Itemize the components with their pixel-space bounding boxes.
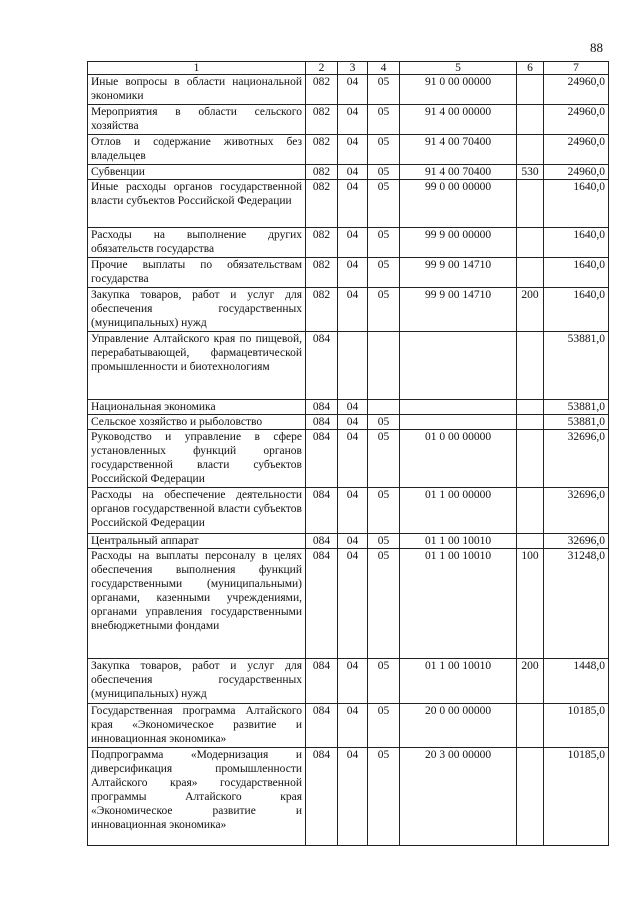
- row-ministry-code: 084: [306, 488, 338, 534]
- row-section-code: 04: [338, 228, 368, 258]
- header-cell: 3: [338, 62, 368, 75]
- row-subsection-code: 05: [368, 165, 400, 180]
- row-ministry-code: 082: [306, 135, 338, 165]
- row-target-code: 01 1 00 10010: [400, 659, 517, 704]
- row-expense-type: [517, 105, 544, 135]
- page-number: 88: [590, 40, 603, 55]
- row-expense-type: 200: [517, 288, 544, 332]
- row-amount: 10185,0: [544, 704, 609, 748]
- row-section-code: 04: [338, 105, 368, 135]
- row-expense-type: [517, 748, 544, 846]
- row-expense-type: [517, 534, 544, 549]
- row-name: Центральный аппарат: [88, 534, 306, 549]
- row-target-code: [400, 332, 517, 400]
- row-subsection-code: 05: [368, 534, 400, 549]
- row-expense-type: [517, 75, 544, 105]
- row-expense-type: [517, 704, 544, 748]
- row-ministry-code: 082: [306, 258, 338, 288]
- row-section-code: 04: [338, 659, 368, 704]
- header-cell: 5: [400, 62, 517, 75]
- header-cell: 2: [306, 62, 338, 75]
- row-amount: 32696,0: [544, 488, 609, 534]
- row-name: Закупка товаров, работ и услуг для обеспечения государственных (муниципальных) нужд: [88, 659, 306, 704]
- row-ministry-code: 082: [306, 75, 338, 105]
- row-expense-type: 200: [517, 659, 544, 704]
- table-row: [88, 135, 609, 165]
- row-name: Закупка товаров, работ и услуг для обеспечения государственных (муниципальных) нужд: [88, 288, 306, 332]
- row-ministry-code: 084: [306, 332, 338, 400]
- row-amount: 31248,0: [544, 549, 609, 659]
- row-expense-type: 100: [517, 549, 544, 659]
- row-expense-type: [517, 400, 544, 415]
- row-name: Субвенции: [88, 165, 306, 180]
- table-row: [88, 704, 609, 748]
- row-subsection-code: 05: [368, 704, 400, 748]
- row-name: Иные вопросы в области национальной экономики: [88, 75, 306, 105]
- row-section-code: 04: [338, 400, 368, 415]
- table-row: [88, 400, 609, 415]
- row-ministry-code: 082: [306, 288, 338, 332]
- table-row: [88, 430, 609, 488]
- row-ministry-code: 084: [306, 534, 338, 549]
- row-ministry-code: 084: [306, 704, 338, 748]
- header-row: [88, 62, 609, 75]
- row-amount: 10185,0: [544, 748, 609, 846]
- row-amount: 53881,0: [544, 415, 609, 430]
- row-amount: 24960,0: [544, 165, 609, 180]
- row-subsection-code: 05: [368, 105, 400, 135]
- row-amount: 53881,0: [544, 400, 609, 415]
- row-target-code: [400, 400, 517, 415]
- header-cell: 7: [544, 62, 609, 75]
- row-expense-type: [517, 430, 544, 488]
- row-expense-type: [517, 332, 544, 400]
- row-amount: 1640,0: [544, 258, 609, 288]
- row-name: Отлов и содержание животных без владельцев: [88, 135, 306, 165]
- table-row: [88, 488, 609, 534]
- row-name: Мероприятия в области сельского хозяйства: [88, 105, 306, 135]
- row-ministry-code: 084: [306, 748, 338, 846]
- table-row: [88, 258, 609, 288]
- row-target-code: 01 0 00 00000: [400, 430, 517, 488]
- row-subsection-code: 05: [368, 748, 400, 846]
- row-ministry-code: 084: [306, 549, 338, 659]
- row-name: Расходы на выплаты персоналу в целях обеспечения выполнения функций государственными (муниципальными) органами, казенными учреждениями, органами управления государственными внебюджетными фондами: [88, 549, 306, 659]
- row-expense-type: [517, 135, 544, 165]
- row-expense-type: [517, 415, 544, 430]
- row-subsection-code: 05: [368, 75, 400, 105]
- row-ministry-code: 082: [306, 105, 338, 135]
- row-name: Прочие выплаты по обязательствам государства: [88, 258, 306, 288]
- row-amount: 1448,0: [544, 659, 609, 704]
- row-target-code: 01 1 00 10010: [400, 549, 517, 659]
- table-row: [88, 228, 609, 258]
- row-amount: 24960,0: [544, 75, 609, 105]
- row-name: Государственная программа Алтайского края «Экономическое развитие и инновационная экономика»: [88, 704, 306, 748]
- row-name: Сельское хозяйство и рыболовство: [88, 415, 306, 430]
- row-section-code: 04: [338, 288, 368, 332]
- row-amount: 24960,0: [544, 135, 609, 165]
- row-name: Расходы на выполнение других обязательств государства: [88, 228, 306, 258]
- budget-table: [87, 61, 609, 846]
- row-subsection-code: 05: [368, 430, 400, 488]
- row-name: Подпрограмма «Модернизация и диверсификация промышленности Алтайского края» государственной программы Алтайского края «Экономическое развитие и инновационная экономика»: [88, 748, 306, 846]
- table-row: [88, 534, 609, 549]
- row-ministry-code: 084: [306, 659, 338, 704]
- row-name: Управление Алтайского края по пищевой, перерабатывающей, фармацевтической промышленности и биотехнологиям: [88, 332, 306, 400]
- row-section-code: 04: [338, 165, 368, 180]
- row-target-code: 91 4 00 00000: [400, 105, 517, 135]
- row-subsection-code: 05: [368, 288, 400, 332]
- table-row: [88, 748, 609, 846]
- row-target-code: 01 1 00 10010: [400, 534, 517, 549]
- row-target-code: 20 3 00 00000: [400, 748, 517, 846]
- row-name: Национальная экономика: [88, 400, 306, 415]
- table-row: [88, 165, 609, 180]
- row-name: Руководство и управление в сфере установленных функций органов государственной власти субъектов Российской Федерации: [88, 430, 306, 488]
- table-row: [88, 105, 609, 135]
- row-expense-type: [517, 488, 544, 534]
- row-section-code: 04: [338, 75, 368, 105]
- row-amount: 1640,0: [544, 180, 609, 228]
- table-row: [88, 288, 609, 332]
- row-amount: 1640,0: [544, 288, 609, 332]
- row-section-code: 04: [338, 258, 368, 288]
- row-target-code: 91 0 00 00000: [400, 75, 517, 105]
- row-expense-type: [517, 180, 544, 228]
- header-cell: 6: [517, 62, 544, 75]
- row-expense-type: [517, 258, 544, 288]
- row-target-code: 20 0 00 00000: [400, 704, 517, 748]
- row-section-code: 04: [338, 135, 368, 165]
- header-cell: 4: [368, 62, 400, 75]
- row-target-code: 01 1 00 00000: [400, 488, 517, 534]
- row-expense-type: [517, 228, 544, 258]
- row-target-code: 99 0 00 00000: [400, 180, 517, 228]
- row-name: Расходы на обеспечение деятельности органов государственной власти субъектов Российской Федерации: [88, 488, 306, 534]
- row-amount: 1640,0: [544, 228, 609, 258]
- row-ministry-code: 082: [306, 228, 338, 258]
- row-target-code: 91 4 00 70400: [400, 135, 517, 165]
- row-target-code: 91 4 00 70400: [400, 165, 517, 180]
- row-ministry-code: 082: [306, 165, 338, 180]
- row-subsection-code: 05: [368, 549, 400, 659]
- row-section-code: 04: [338, 704, 368, 748]
- row-ministry-code: 084: [306, 415, 338, 430]
- row-ministry-code: 084: [306, 400, 338, 415]
- row-section-code: 04: [338, 549, 368, 659]
- header-cell: 1: [88, 62, 306, 75]
- row-amount: 24960,0: [544, 105, 609, 135]
- row-ministry-code: 082: [306, 180, 338, 228]
- row-section-code: 04: [338, 415, 368, 430]
- row-target-code: 99 9 00 00000: [400, 228, 517, 258]
- table-row: [88, 75, 609, 105]
- row-amount: 53881,0: [544, 332, 609, 400]
- table-body: [88, 75, 609, 846]
- row-subsection-code: [368, 400, 400, 415]
- row-subsection-code: 05: [368, 258, 400, 288]
- table-header: [88, 62, 609, 75]
- row-section-code: 04: [338, 748, 368, 846]
- table-row: [88, 549, 609, 659]
- table-row: [88, 659, 609, 704]
- row-target-code: [400, 415, 517, 430]
- row-subsection-code: 05: [368, 135, 400, 165]
- table-row: [88, 180, 609, 228]
- row-subsection-code: 05: [368, 488, 400, 534]
- row-subsection-code: 05: [368, 659, 400, 704]
- row-name: Иные расходы органов государственной власти субъектов Российской Федерации: [88, 180, 306, 228]
- table-row: [88, 332, 609, 400]
- row-amount: 32696,0: [544, 430, 609, 488]
- row-section-code: [338, 332, 368, 400]
- table-row: [88, 415, 609, 430]
- row-amount: 32696,0: [544, 534, 609, 549]
- row-section-code: 04: [338, 430, 368, 488]
- row-subsection-code: [368, 332, 400, 400]
- row-section-code: 04: [338, 534, 368, 549]
- row-subsection-code: 05: [368, 415, 400, 430]
- row-ministry-code: 084: [306, 430, 338, 488]
- row-section-code: 04: [338, 488, 368, 534]
- row-expense-type: 530: [517, 165, 544, 180]
- row-section-code: 04: [338, 180, 368, 228]
- row-subsection-code: 05: [368, 228, 400, 258]
- row-target-code: 99 9 00 14710: [400, 258, 517, 288]
- row-subsection-code: 05: [368, 180, 400, 228]
- row-target-code: 99 9 00 14710: [400, 288, 517, 332]
